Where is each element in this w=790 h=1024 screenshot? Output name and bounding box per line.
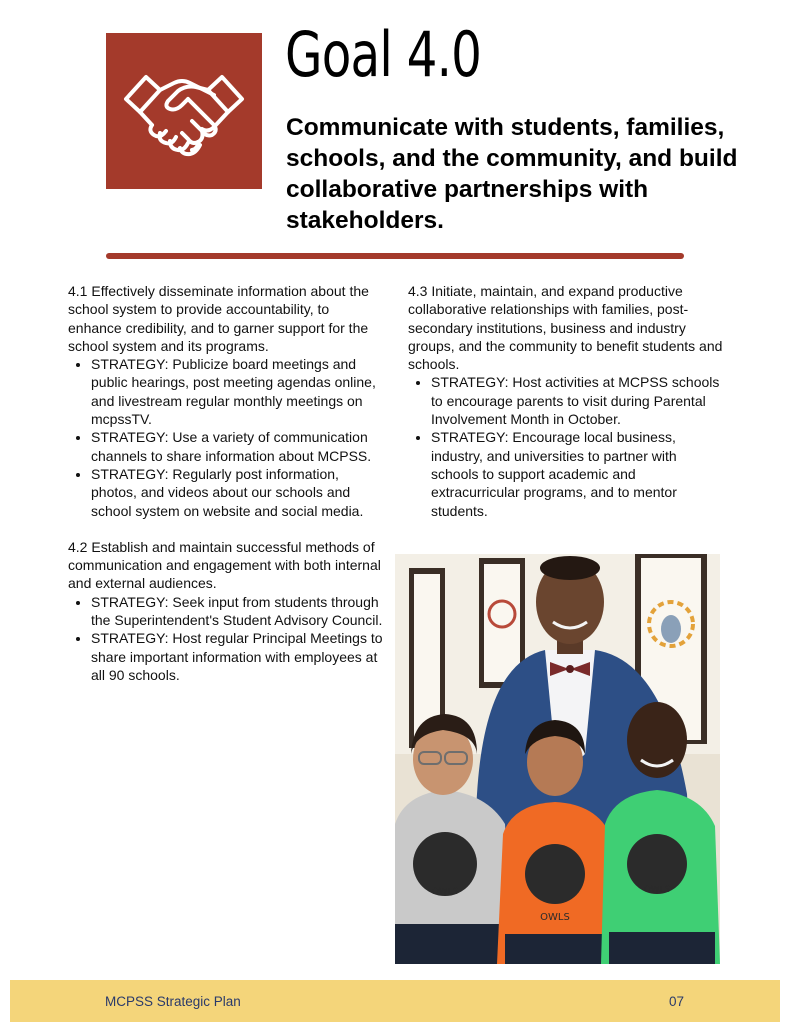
strategy-list-4-2: [68, 593, 386, 684]
goal-title: Goal 4.0: [285, 18, 482, 91]
strategy-item: • STRATEGY: Encourage local business, industry, and universities to partner with schools to support academic and extracurricular programs, and to mentor students.: [431, 428, 726, 519]
shirt-text-center: OWLS: [540, 912, 570, 923]
left-column: [68, 282, 386, 684]
handshake-icon: [118, 45, 250, 177]
shirt-text-right: OWLS: [643, 885, 671, 895]
superintendent-students-photo: [395, 554, 720, 964]
right-column: [408, 282, 726, 520]
strategy-item: • STRATEGY: Regularly post information, photos, and videos about our schools and school system on website and social media.: [91, 465, 386, 520]
footer-title: MCPSS Strategic Plan: [105, 993, 241, 1009]
objective-4-1: 4.1 Effectively disseminate information about the school system to provide accountability, to enhance credibility, and to garner support for the school system and its programs.: [68, 283, 369, 354]
strategy-item: • STRATEGY: Host regular Principal Meetings to share important information with employees at all 90 schools.: [91, 629, 386, 684]
strategy-item: • STRATEGY: Publicize board meetings and public hearings, post meeting agendas online, and livestream regular monthly meetings on mcpssTV.: [91, 355, 386, 428]
strategy-list-4-3: [408, 373, 726, 519]
page-number: 07: [668, 993, 684, 1009]
objective-4-2: 4.2 Establish and maintain successful methods of communication and engagement with both internal and external audiences.: [68, 538, 381, 592]
shirt-text-left: OWLS: [431, 887, 459, 897]
page-footer: [10, 980, 780, 1022]
header-divider: [106, 253, 684, 259]
strategy-item: • STRATEGY: Host activities at MCPSS schools to encourage parents to visit during Parental Involvement Month in October.: [431, 373, 726, 428]
strategy-item: • STRATEGY: Seek input from students through the Superintendent's Student Advisory Council.: [91, 593, 386, 630]
objective-4-3: 4.3 Initiate, maintain, and expand productive collaborative relationships with families, post-secondary institutions, business and industry groups, and the community to benefit students and schools.: [408, 283, 723, 373]
strategy-item: • STRATEGY: Use a variety of communication channels to share information about MCPSS.: [91, 428, 386, 465]
goal-icon-tile: [106, 33, 262, 189]
strategy-list-4-1: [68, 355, 386, 520]
goal-subtitle: Communicate with students, families, schools, and the community, and build collaborative partnerships with stakeholders.: [286, 114, 738, 234]
